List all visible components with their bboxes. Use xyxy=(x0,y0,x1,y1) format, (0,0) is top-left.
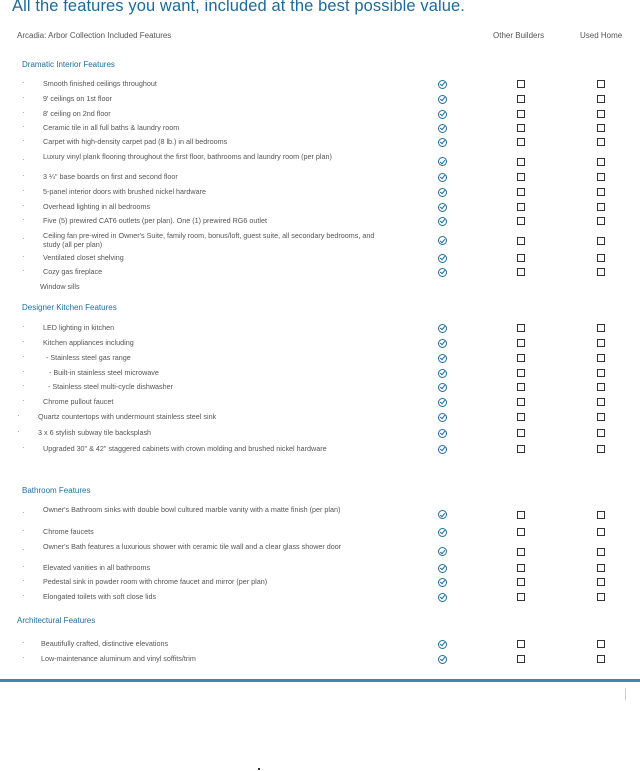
used-home-checkbox xyxy=(597,217,605,225)
bullet: · xyxy=(22,322,25,331)
feature-text: Elongated toilets with soft close lids xyxy=(43,592,157,601)
feature-text: Kitchen appliances including xyxy=(43,338,134,347)
feature-row xyxy=(0,382,640,391)
used-home-checkbox xyxy=(597,429,605,437)
column-header-used-home: Used Home xyxy=(580,31,623,40)
bullet: · xyxy=(22,352,25,361)
feature-row xyxy=(0,267,640,276)
used-home-checkbox xyxy=(597,237,605,245)
check-circle-icon xyxy=(438,157,447,166)
bullet: · xyxy=(22,367,25,376)
bullet: · xyxy=(22,201,25,210)
footer-divider xyxy=(0,679,640,682)
page-mark xyxy=(258,768,260,770)
feature-text: Chrome faucets xyxy=(43,527,94,536)
other-builders-checkbox xyxy=(517,124,525,132)
check-circle-icon xyxy=(438,203,447,212)
bullet: · xyxy=(22,508,25,517)
check-circle-icon xyxy=(438,173,447,182)
check-circle-icon xyxy=(438,110,447,119)
used-home-checkbox xyxy=(597,548,605,556)
other-builders-checkbox xyxy=(517,383,525,391)
used-home-checkbox xyxy=(597,564,605,572)
used-home-checkbox xyxy=(597,138,605,146)
feature-text: 8' ceiling on 2nd floor xyxy=(43,109,111,118)
other-builders-checkbox xyxy=(517,578,525,586)
feature-text: Chrome pullout faucet xyxy=(43,397,114,406)
check-circle-icon xyxy=(438,124,447,133)
feature-row xyxy=(0,137,640,146)
feature-text: Elevated vanities in all bathrooms xyxy=(43,563,151,572)
feature-row xyxy=(0,428,640,437)
section-heading: Designer Kitchen Features xyxy=(22,303,117,312)
feature-text: Carpet with high-density carpet pad (8 lb.) in all bedrooms xyxy=(43,137,228,146)
used-home-checkbox xyxy=(597,383,605,391)
feature-text: Quartz countertops with undermount stainless steel sink xyxy=(38,412,217,421)
feature-text: Pedestal sink in powder room with chrome faucet and mirror (per plan) xyxy=(43,577,268,586)
check-circle-icon xyxy=(438,138,447,147)
used-home-checkbox xyxy=(597,511,605,519)
check-circle-icon xyxy=(438,398,447,407)
feature-text: Window sills xyxy=(40,282,80,291)
feature-text: Low-maintenance aluminum and vinyl soffits/trim xyxy=(41,654,196,663)
other-builders-checkbox xyxy=(517,593,525,601)
check-circle-icon xyxy=(438,95,447,104)
feature-row xyxy=(0,123,640,132)
other-builders-checkbox xyxy=(517,237,525,245)
check-circle-icon xyxy=(438,510,447,519)
bullet: · xyxy=(22,545,25,554)
check-circle-icon xyxy=(438,188,447,197)
section-heading: Dramatic Interior Features xyxy=(22,60,115,69)
other-builders-checkbox xyxy=(517,640,525,648)
other-builders-checkbox xyxy=(517,528,525,536)
collection-heading: Arcadia: Arbor Collection Included Features xyxy=(17,31,172,40)
bullet: · xyxy=(22,562,25,571)
feature-text: Ventilated closet shelving xyxy=(43,253,124,262)
other-builders-checkbox xyxy=(517,413,525,421)
section-heading: Architectural Features xyxy=(17,616,96,625)
bullet: · xyxy=(22,108,25,117)
other-builders-checkbox xyxy=(517,548,525,556)
other-builders-checkbox xyxy=(517,268,525,276)
used-home-checkbox xyxy=(597,95,605,103)
feature-row xyxy=(0,577,640,586)
check-circle-icon xyxy=(438,564,447,573)
feature-row xyxy=(0,412,640,421)
used-home-checkbox xyxy=(597,445,605,453)
other-builders-checkbox xyxy=(517,655,525,663)
check-circle-icon xyxy=(438,429,447,438)
bullet: · xyxy=(22,215,25,224)
bullet: · xyxy=(22,234,25,243)
feature-row xyxy=(0,172,640,181)
check-circle-icon xyxy=(438,413,447,422)
used-home-checkbox xyxy=(597,339,605,347)
used-home-checkbox xyxy=(597,354,605,362)
other-builders-checkbox xyxy=(517,110,525,118)
check-circle-icon xyxy=(438,369,447,378)
check-circle-icon xyxy=(438,655,447,664)
check-circle-icon xyxy=(438,547,447,556)
other-builders-checkbox xyxy=(517,254,525,262)
bullet: · xyxy=(22,122,25,131)
other-builders-checkbox xyxy=(517,445,525,453)
feature-row xyxy=(0,563,640,572)
feature-row xyxy=(0,397,640,406)
check-circle-icon xyxy=(438,236,447,245)
feature-row xyxy=(0,353,640,362)
feature-row xyxy=(0,592,640,601)
other-builders-checkbox xyxy=(517,217,525,225)
bullet: · xyxy=(22,155,25,164)
feature-text: Upgraded 30" & 42" staggered cabinets with crown molding and brushed nickel hardware xyxy=(43,444,327,453)
bullet: · xyxy=(22,171,25,180)
check-circle-icon xyxy=(438,445,447,454)
column-header-other-builders: Other Builders xyxy=(493,31,545,40)
feature-row xyxy=(0,216,640,225)
check-circle-icon xyxy=(438,578,447,587)
bullet: · xyxy=(22,591,25,600)
bullet: · xyxy=(22,576,25,585)
feature-row xyxy=(0,323,640,332)
bullet: · xyxy=(22,526,25,535)
feature-row xyxy=(0,109,640,118)
bullet: · xyxy=(22,252,25,261)
feature-text: Cozy gas fireplace xyxy=(43,267,103,276)
other-builders-checkbox xyxy=(517,398,525,406)
other-builders-checkbox xyxy=(517,324,525,332)
feature-row xyxy=(0,282,640,291)
feature-text: Owner's Bathroom sinks with double bowl cultured marble vanity with a matte finish (per plan) xyxy=(43,505,341,514)
feature-text: LED lighting in kitchen xyxy=(43,323,115,332)
feature-row xyxy=(0,368,640,377)
edge-mark xyxy=(625,688,626,700)
check-circle-icon xyxy=(438,354,447,363)
other-builders-checkbox xyxy=(517,203,525,211)
bullet: · xyxy=(22,443,25,452)
feature-text: - Stainless steel multi-cycle dishwasher xyxy=(48,382,174,391)
page-title: All the features you want, included at the best possible value. xyxy=(12,0,465,15)
feature-text: 3 ¼" base boards on first and second floor xyxy=(43,172,178,181)
used-home-checkbox xyxy=(597,398,605,406)
feature-text: Owner's Bath features a luxurious shower with ceramic tile wall and a clear glass shower door xyxy=(43,542,342,551)
used-home-checkbox xyxy=(597,173,605,181)
check-circle-icon xyxy=(438,593,447,602)
feature-row xyxy=(0,654,640,663)
feature-row xyxy=(0,187,640,196)
other-builders-checkbox xyxy=(517,138,525,146)
feature-text: Beautifully crafted, distinctive elevations xyxy=(41,639,169,648)
feature-row xyxy=(0,444,640,453)
other-builders-checkbox xyxy=(517,369,525,377)
check-circle-icon xyxy=(438,324,447,333)
used-home-checkbox xyxy=(597,324,605,332)
feature-row xyxy=(0,79,640,88)
feature-row xyxy=(0,542,640,560)
feature-row xyxy=(0,202,640,211)
used-home-checkbox xyxy=(597,158,605,166)
feature-text: Ceiling fan pre-wired in Owner's Suite, family room, bonus/loft, guest suite, all secondary bedrooms, and study (all per plan) xyxy=(43,231,375,249)
feature-text: Smooth finished ceilings throughout xyxy=(43,79,157,88)
check-circle-icon xyxy=(438,528,447,537)
other-builders-checkbox xyxy=(517,80,525,88)
used-home-checkbox xyxy=(597,124,605,132)
used-home-checkbox xyxy=(597,110,605,118)
feature-row xyxy=(0,527,640,536)
feature-text: 5-panel interior doors with brushed nickel hardware xyxy=(43,187,207,196)
other-builders-checkbox xyxy=(517,564,525,572)
other-builders-checkbox xyxy=(517,188,525,196)
other-builders-checkbox xyxy=(517,158,525,166)
feature-row xyxy=(0,231,640,249)
check-circle-icon xyxy=(438,339,447,348)
section-heading: Bathroom Features xyxy=(22,486,91,495)
used-home-checkbox xyxy=(597,578,605,586)
check-circle-icon xyxy=(438,383,447,392)
used-home-checkbox xyxy=(597,203,605,211)
feature-row xyxy=(0,94,640,103)
other-builders-checkbox xyxy=(517,95,525,103)
used-home-checkbox xyxy=(597,80,605,88)
feature-row xyxy=(0,152,640,170)
used-home-checkbox xyxy=(597,188,605,196)
bullet: · xyxy=(17,411,20,420)
feature-row xyxy=(0,253,640,262)
feature-text: Luxury vinyl plank flooring throughout the first floor, bathrooms and laundry room (per plan) xyxy=(43,152,332,161)
check-circle-icon xyxy=(438,268,447,277)
used-home-checkbox xyxy=(597,640,605,648)
feature-text: Overhead lighting in all bedrooms xyxy=(43,202,151,211)
bullet: · xyxy=(22,337,25,346)
feature-text: 3 x 6 stylish subway tile backsplash xyxy=(38,428,152,437)
used-home-checkbox xyxy=(597,268,605,276)
check-circle-icon xyxy=(438,640,447,649)
bullet: · xyxy=(22,136,25,145)
bullet: · xyxy=(17,427,20,436)
feature-row xyxy=(0,338,640,347)
bullet: · xyxy=(22,78,25,87)
used-home-checkbox xyxy=(597,413,605,421)
used-home-checkbox xyxy=(597,369,605,377)
bullet: · xyxy=(22,186,25,195)
bullet: · xyxy=(22,381,25,390)
bullet: · xyxy=(22,396,25,405)
used-home-checkbox xyxy=(597,593,605,601)
other-builders-checkbox xyxy=(517,339,525,347)
feature-text: Ceramic tile in all full baths & laundry room xyxy=(43,123,180,132)
used-home-checkbox xyxy=(597,254,605,262)
used-home-checkbox xyxy=(597,528,605,536)
feature-row xyxy=(0,639,640,648)
other-builders-checkbox xyxy=(517,173,525,181)
check-circle-icon xyxy=(438,217,447,226)
other-builders-checkbox xyxy=(517,429,525,437)
bullet: · xyxy=(22,638,25,647)
bullet: · xyxy=(22,93,25,102)
feature-text: Five (5) prewired CAT6 outlets (per plan). One (1) prewired RG6 outlet xyxy=(43,216,267,225)
other-builders-checkbox xyxy=(517,354,525,362)
check-circle-icon xyxy=(438,254,447,263)
other-builders-checkbox xyxy=(517,511,525,519)
feature-text: - Stainless steel gas range xyxy=(46,353,131,362)
feature-text: - Built-in stainless steel microwave xyxy=(49,368,159,377)
used-home-checkbox xyxy=(597,655,605,663)
feature-text: 9' ceilings on 1st floor xyxy=(43,94,112,103)
feature-row xyxy=(0,505,640,523)
bullet: · xyxy=(22,653,25,662)
bullet: · xyxy=(22,266,25,275)
check-circle-icon xyxy=(438,80,447,89)
